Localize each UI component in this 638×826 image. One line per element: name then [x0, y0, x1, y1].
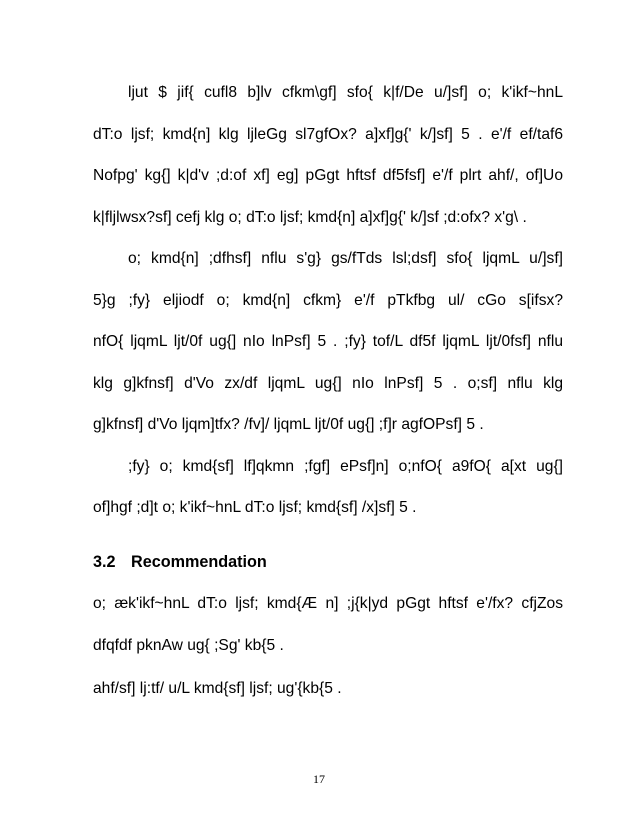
- paragraph-1-line-2: dT:o ljsf; kmd{n] klg ljleGg sl7gfOx? a]xf]g{' k/]sf] 5 . e'/f ef/taf6: [93, 126, 563, 143]
- paragraph-2-line-5: g]kfnsf] d'Vo ljqm]tfx? /fv]/ ljqmL ljt/0f ug{] ;f]r agfOPsf] 5 .: [93, 416, 484, 433]
- page-number: 17: [313, 772, 325, 786]
- paragraph-3-line-1: ;fy} o; kmd{sf] lf]qkmn ;fgf] ePsf]n] o;nfO{ a9fO{ a[xt ug{]: [128, 458, 563, 475]
- section-title: Recommendation: [131, 553, 267, 571]
- recommendation-line-3: ahf/sf] lj:tf/ u/L kmd{sf] ljsf; ug'{kb{5 .: [93, 680, 342, 697]
- paragraph-2-line-1: o; kmd{n] ;dfhsf] nflu s'g} gs/fTds lsl;dsf] sfo{ ljqmL u/]sf]: [128, 250, 563, 267]
- paragraph-3-line-2: of]hgf ;d]t o; k'ikf~hnL dT:o ljsf; kmd{sf] /x]sf] 5 .: [93, 499, 417, 516]
- paragraph-1-line-1: ljut $ jif{ cufl8 b]lv cfkm\gf] sfo{ k|f/De u/]sf] o; k'ikf~hnL: [128, 84, 563, 101]
- section-heading: [93, 553, 267, 571]
- recommendation-line-2: dfqfdf pknAw ug{ ;Sg' kb{5 .: [93, 637, 284, 654]
- paragraph-2-line-2: 5}g ;fy} eljiodf o; kmd{n] cfkm} e'/f pTkfbg ul/ cGo s[ifsx?: [93, 292, 563, 309]
- paragraph-1-line-4: k|fljlwsx?sf] cefj klg o; dT:o ljsf; kmd{n] a]xf]g{' k/]sf ;d:ofx? x'g\ .: [93, 209, 527, 226]
- paragraph-2-line-3: nfO{ ljqmL ljt/0f ug{] nIo lnPsf] 5 . ;fy} tof/L df5f ljqmL ljt/0fsf] nflu: [93, 333, 563, 350]
- section-number: 3.2: [93, 553, 116, 571]
- recommendation-line-1: o; æk'ikf~hnL dT:o ljsf; kmd{Æ n] ;j{k|yd pGgt hftsf e'/fx? cfjZos: [93, 595, 563, 612]
- paragraph-2-line-4: klg g]kfnsf] d'Vo zx/df ljqmL ug{] nIo lnPsf] 5 . o;sf] nflu klg: [93, 375, 563, 392]
- paragraph-1-line-3: Nofpg' kg{] k|d'v ;d:of xf] eg] pGgt hftsf df5fsf] e'/f plrt ahf/, of]Uo: [93, 167, 563, 184]
